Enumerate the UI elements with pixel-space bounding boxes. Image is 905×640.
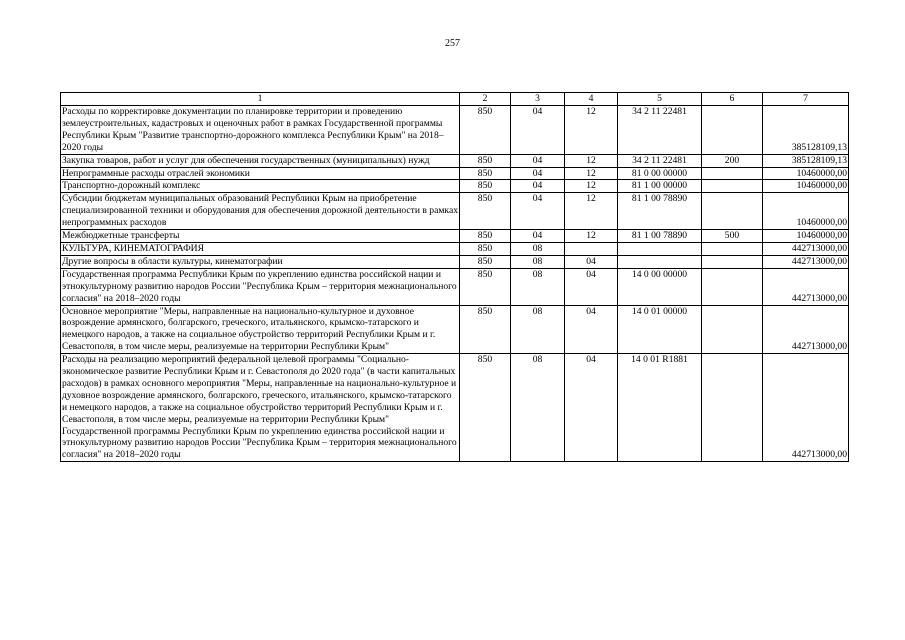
- row-section-cell: 08: [511, 242, 565, 255]
- row-expense-type-cell: [702, 305, 763, 354]
- row-subsection-cell: 12: [565, 167, 618, 180]
- row-name-cell: Закупка товаров, работ и услуг для обеспечения государственных (муниципальных) нужд: [61, 154, 460, 167]
- row-section-cell: 04: [511, 167, 565, 180]
- row-expense-type-cell: [702, 255, 763, 268]
- row-name-cell: Транспортно-дорожный комплекс: [61, 180, 460, 193]
- row-subsection-cell: 04: [565, 255, 618, 268]
- row-expense-type-cell: [702, 180, 763, 193]
- row-section-cell: 04: [511, 193, 565, 230]
- row-name-cell: Расходы на реализацию мероприятий федеральной целевой программы "Социально-экономическое развитие Республики Крым и г. Севастополя до 2020 года" (в части капитальных расходов) в рамках основного мероприятия "Меры, направленные на национально-культурное и духовное возрождение армянского, болгарского, греческого, итальянского, крымско-татарского и немецкого народов, а также на социальное обустройство территорий Республики Крым и г. Севастополя, в том числе меры, реализуемые на территории Республики Крым" Государственной программы Республики Крым по укреплению единства российской нации и этнокультурному развитию народов России "Республика Крым – территория межнационального согласия" на 2018–2020 годы: [61, 354, 460, 462]
- row-name-cell: Расходы по корректировке документации по планировке территории и проведению землеустроительных, кадастровых и оценочных работ в рамках Государственной программы Республики Крым "Развитие транспортно-дорожного комплекса Республики Крым" на 2018–2020 годы: [61, 106, 460, 155]
- row-subsection-cell: 04: [565, 354, 618, 462]
- row-expense-type-cell: [702, 354, 763, 462]
- table-row: [61, 154, 849, 167]
- table-row: [61, 180, 849, 193]
- row-expense-type-cell: [702, 242, 763, 255]
- table-row: [61, 167, 849, 180]
- row-name-cell: Государственная программа Республики Крым по укреплению единства российской нации и этнокультурному развитию народов России "Республика Крым – территория межнационального согласия" на 2018–2020 годы: [61, 268, 460, 305]
- row-code-cell: 850: [460, 230, 511, 243]
- row-amount-cell: 442713000,00: [763, 242, 849, 255]
- table-row: [61, 193, 849, 230]
- row-amount-cell: 10460000,00: [763, 193, 849, 230]
- row-subsection-cell: 04: [565, 268, 618, 305]
- row-amount-cell: 442713000,00: [763, 354, 849, 462]
- row-amount-cell: 442713000,00: [763, 305, 849, 354]
- row-name-cell: Непрограммные расходы отраслей экономики: [61, 167, 460, 180]
- row-subsection-cell: 12: [565, 180, 618, 193]
- row-section-cell: 04: [511, 230, 565, 243]
- row-section-cell: 04: [511, 154, 565, 167]
- row-section-cell: 08: [511, 354, 565, 462]
- column-header: 3: [511, 93, 565, 106]
- row-section-cell: 08: [511, 255, 565, 268]
- row-subsection-cell: 12: [565, 230, 618, 243]
- row-subsection-cell: 12: [565, 193, 618, 230]
- row-expense-type-cell: 500: [702, 230, 763, 243]
- row-section-cell: 04: [511, 180, 565, 193]
- row-subsection-cell: 12: [565, 154, 618, 167]
- row-amount-cell: 442713000,00: [763, 268, 849, 305]
- row-section-cell: 08: [511, 305, 565, 354]
- row-name-cell: КУЛЬТУРА, КИНЕМАТОГРАФИЯ: [61, 242, 460, 255]
- row-expense-type-cell: [702, 268, 763, 305]
- row-code-cell: 850: [460, 154, 511, 167]
- page-number: 257: [445, 38, 460, 49]
- row-amount-cell: 10460000,00: [763, 180, 849, 193]
- row-target-article-cell: [618, 255, 702, 268]
- row-target-article-cell: 14 0 01 00000: [618, 305, 702, 354]
- column-header: 2: [460, 93, 511, 106]
- table-row: [61, 255, 849, 268]
- row-code-cell: 850: [460, 268, 511, 305]
- row-target-article-cell: 14 0 00 00000: [618, 268, 702, 305]
- row-code-cell: 850: [460, 106, 511, 155]
- row-expense-type-cell: [702, 106, 763, 155]
- table-row: [61, 305, 849, 354]
- row-code-cell: 850: [460, 193, 511, 230]
- row-amount-cell: 10460000,00: [763, 167, 849, 180]
- row-target-article-cell: 81 1 00 78890: [618, 230, 702, 243]
- row-target-article-cell: 34 2 11 22481: [618, 154, 702, 167]
- row-section-cell: 08: [511, 268, 565, 305]
- table-row: [61, 354, 849, 462]
- row-amount-cell: 385128109,13: [763, 154, 849, 167]
- row-target-article-cell: 81 0 00 00000: [618, 167, 702, 180]
- row-subsection-cell: 04: [565, 305, 618, 354]
- row-name-cell: Субсидии бюджетам муниципальных образований Республики Крым на приобретение специализированной техники и оборудования для обеспечения дорожной деятельности в рамках непрограммных расходов: [62, 193, 459, 229]
- row-section-cell: 04: [511, 106, 565, 155]
- table-row: [61, 230, 849, 243]
- row-code-cell: 850: [460, 242, 511, 255]
- row-name-cell: Межбюджетные трансферты: [61, 230, 460, 243]
- row-subsection-cell: [565, 242, 618, 255]
- row-expense-type-cell: [702, 167, 763, 180]
- row-code-cell: 850: [460, 180, 511, 193]
- row-expense-type-cell: 200: [702, 154, 763, 167]
- column-header: 6: [702, 93, 763, 106]
- row-amount-cell: 385128109,13: [763, 106, 849, 155]
- row-target-article-cell: 81 1 00 78890: [618, 193, 702, 230]
- row-name-cell: Другие вопросы в области культуры, кинематографии: [61, 255, 460, 268]
- row-expense-type-cell: [702, 193, 763, 230]
- row-code-cell: 850: [460, 255, 511, 268]
- row-target-article-cell: 14 0 01 R1881: [618, 354, 702, 462]
- column-header: 1: [61, 93, 460, 106]
- row-amount-cell: 442713000,00: [763, 255, 849, 268]
- column-header: 4: [565, 93, 618, 106]
- row-target-article-cell: 34 2 11 22481: [618, 106, 702, 155]
- row-amount-cell: 10460000,00: [763, 230, 849, 243]
- table-row: [61, 106, 849, 155]
- row-subsection-cell: 12: [565, 106, 618, 155]
- table-row: [61, 268, 849, 305]
- row-code-cell: 850: [460, 305, 511, 354]
- row-code-cell: 850: [460, 167, 511, 180]
- budget-table: [60, 92, 849, 462]
- column-header: 7: [763, 93, 849, 106]
- row-target-article-cell: [618, 242, 702, 255]
- row-name-cell: Основное мероприятие "Меры, направленные на национально-культурное и духовное возрождение армянского, болгарского, греческого, итальянского, крымско-татарского и немецкого народов, а также на социальное обустройство территорий Республики Крым и г. Севастополя, в том числе меры, реализуемые на территории Республики Крым": [61, 305, 460, 354]
- row-code-cell: 850: [460, 354, 511, 462]
- column-header: 5: [618, 93, 702, 106]
- table-row: [61, 242, 849, 255]
- row-target-article-cell: 81 1 00 00000: [618, 180, 702, 193]
- table-header-row: [61, 93, 849, 106]
